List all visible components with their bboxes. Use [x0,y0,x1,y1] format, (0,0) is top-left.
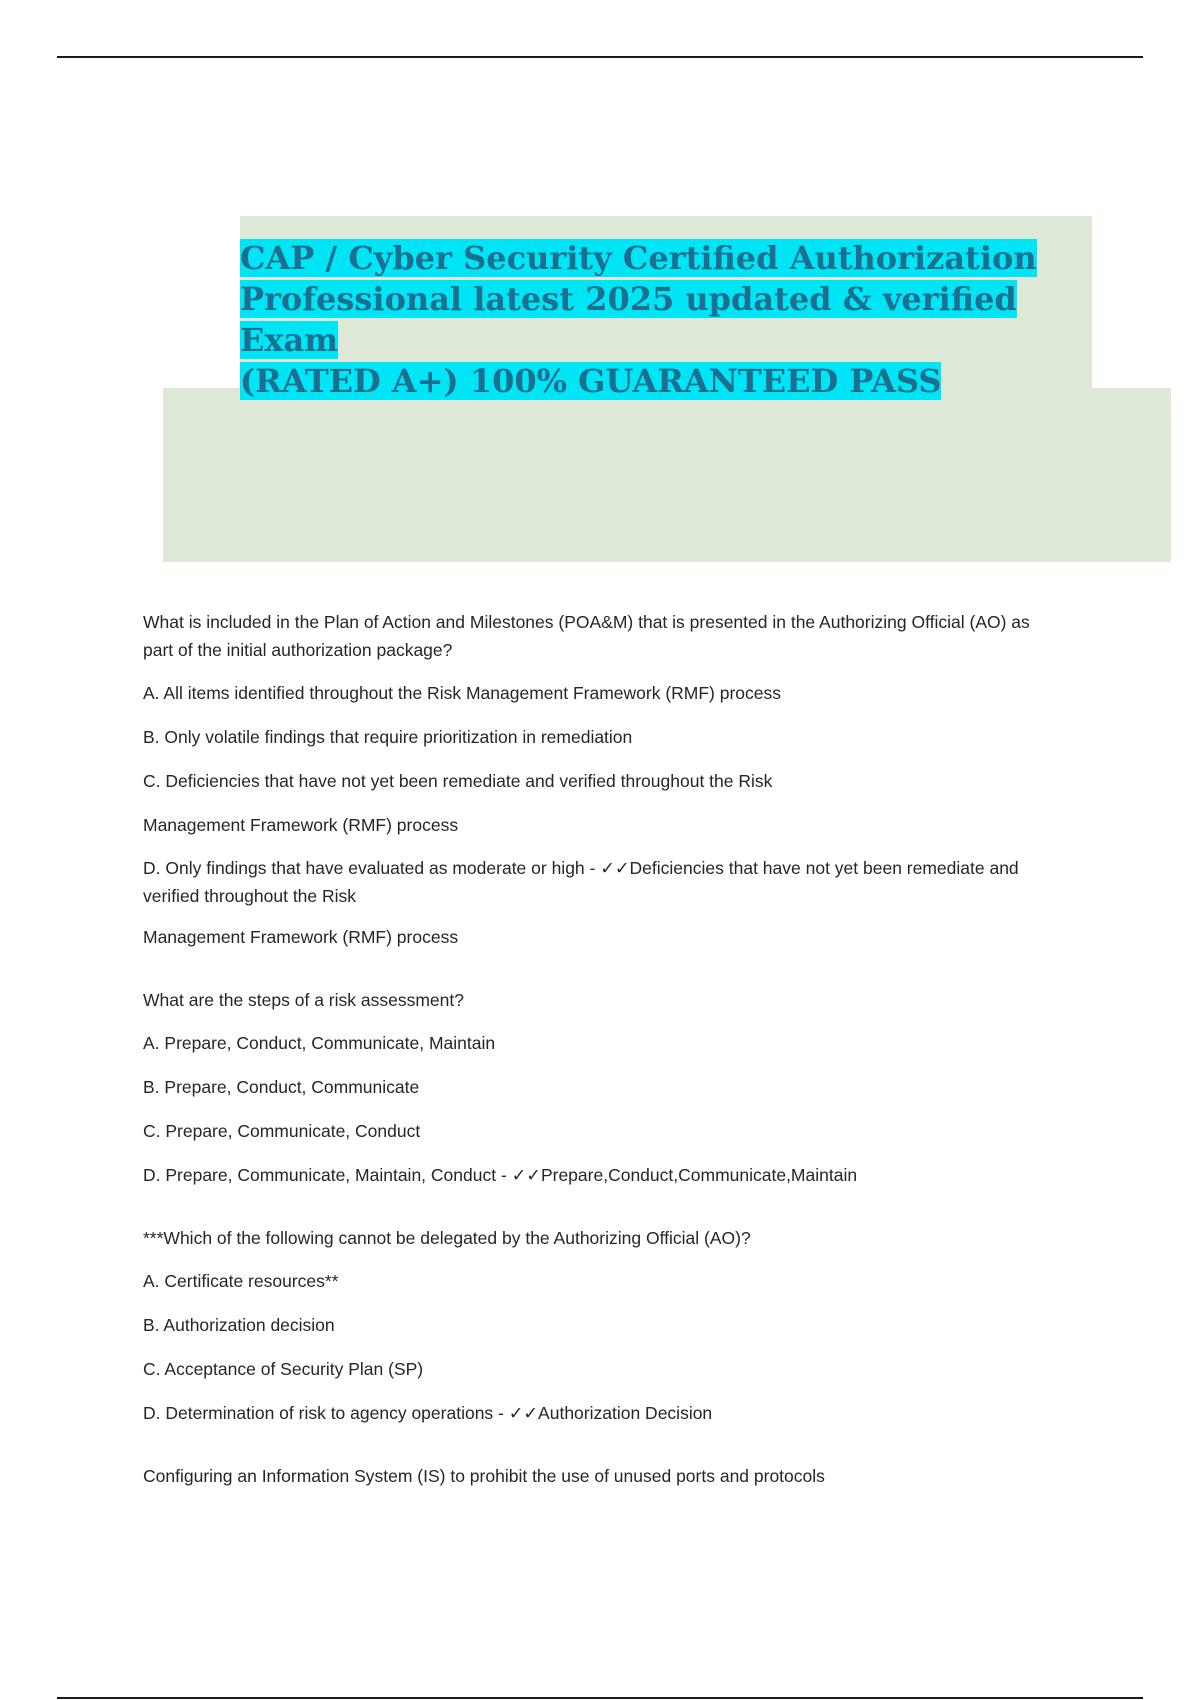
question-text: What are the steps of a risk assessment? [143,990,464,1010]
question-block-4 [143,1462,1043,1490]
top-horizontal-rule [57,56,1143,58]
answer-option-c: C. Prepare, Communicate, Conduct [143,1121,421,1141]
answer-option-c-continued: Management Framework (RMF) process [143,815,459,835]
answer-option-a: A. Certificate resources** [143,1271,339,1291]
answer-option-b: B. Authorization decision [143,1315,335,1335]
title-line-1: CAP / Cyber Security Certified Authorization [240,239,1037,277]
answer-option-b: B. Only volatile findings that require prioritization in remediation [143,727,633,747]
answer-option-a: A. All items identified throughout the Risk Management Framework (RMF) process [143,683,782,703]
answer-option-d-with-answer: D. Only findings that have evaluated as moderate or high - ✓✓Deficiencies that have not yet been remediate and verified throughout the Risk [143,858,1019,906]
document-title [240,238,1100,402]
title-banner-lower [163,388,1171,562]
bottom-horizontal-rule [57,1697,1143,1699]
title-line-3: (RATED A+) 100% GUARANTEED PASS [240,362,942,400]
answer-option-c: C. Deficiencies that have not yet been remediate and verified throughout the Risk [143,771,773,791]
question-block-3 [143,1224,1043,1428]
answer-continued: Management Framework (RMF) process [143,927,459,947]
answer-option-d-with-answer: D. Determination of risk to agency operations - ✓✓Authorization Decision [143,1403,713,1423]
question-block-1 [143,608,1043,952]
title-line-2: Professional latest 2025 updated & verified Exam [240,280,1017,359]
answer-option-a: A. Prepare, Conduct, Communicate, Maintain [143,1033,496,1053]
question-text: ***Which of the following cannot be delegated by the Authorizing Official (AO)? [143,1228,751,1248]
document-body [143,608,1043,1504]
question-text: Configuring an Information System (IS) to prohibit the use of unused ports and protocols [143,1466,825,1486]
answer-option-b: B. Prepare, Conduct, Communicate [143,1077,420,1097]
answer-option-d-with-answer: D. Prepare, Communicate, Maintain, Conduct - ✓✓Prepare,Conduct,Communicate,Maintain [143,1165,858,1185]
question-block-2 [143,986,1043,1190]
answer-option-c: C. Acceptance of Security Plan (SP) [143,1359,424,1379]
question-text: What is included in the Plan of Action and Milestones (POA&M) that is presented in the Authorizing Official (AO) as part of the initial authorization package? [143,612,1030,660]
